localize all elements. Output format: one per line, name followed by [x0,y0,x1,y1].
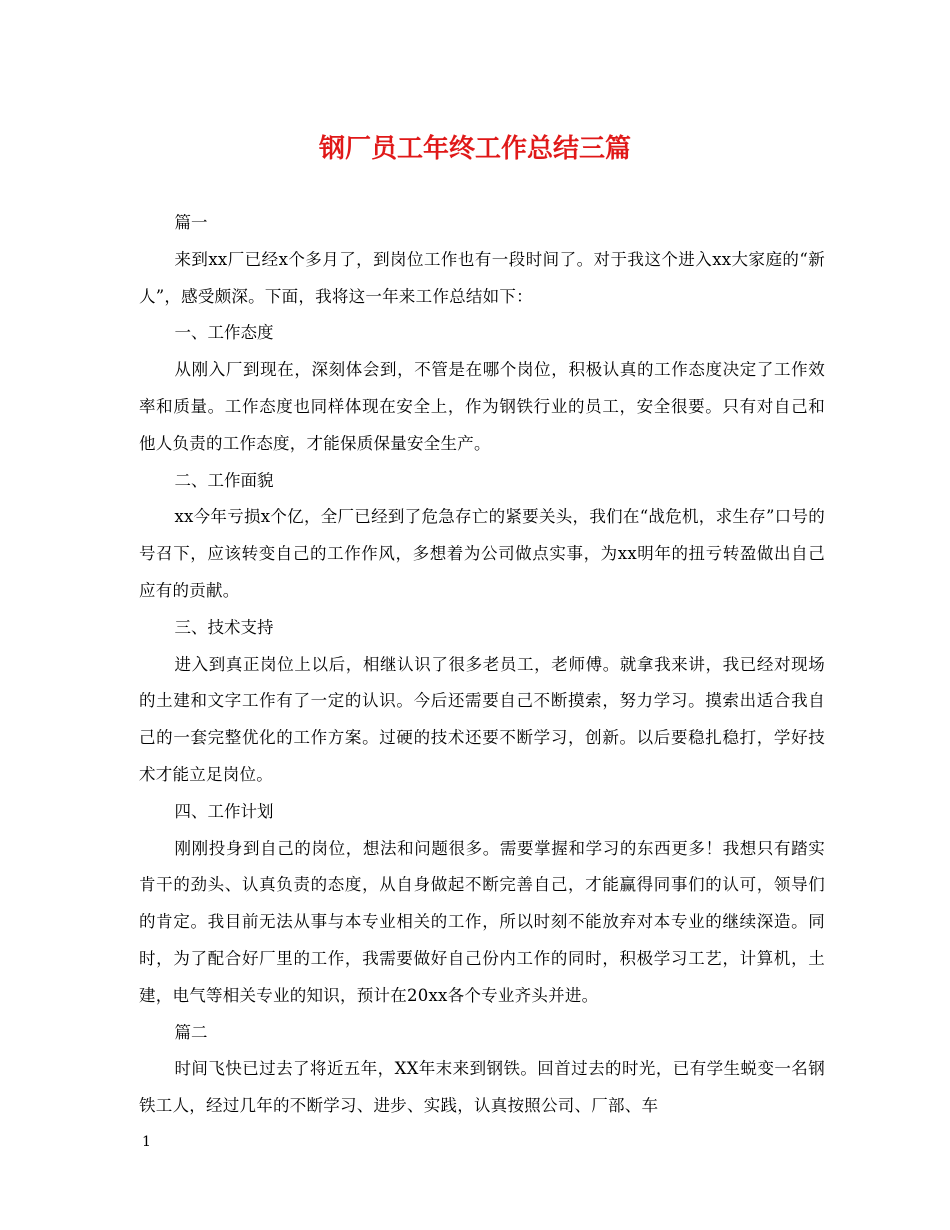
paragraph: 时间飞快已过去了将近五年，XX年末来到钢铁。回首过去的时光，已有学生蜕变一名钢铁工人，经过几年的不断学习、进步、实践，认真按照公司、厂部、车 [139,1059,825,1116]
section-heading: 篇二 [174,1022,208,1042]
paragraph: xx今年亏损x个亿，全厂已经到了危急存亡的紧要关头，我们在“战危机，求生存”口号的号召下，应该转变自己的工作作风，多想着为公司做点实事，为xx明年的扭亏转盈做出自己应有的贡献。 [139,507,825,600]
section-heading: 四、工作计划 [174,801,274,821]
paragraph: 刚刚投身到自己的岗位，想法和问题很多。需要掌握和学习的东西更多！我想只有踏实肯干的劲头、认真负责的态度，从自身做起不断完善自己，才能赢得同事们的认可，领导们的肯定。我目前无法从事与本专业相关的工作，所以时刻不能放弃对本专业的继续深造。同时，为了配合好厂里的工作，我需要做好自己份内工作的同时，积极学习工艺，计算机，土建，电气等相关专业的知识，预计在20xx各个专业齐头并进。 [139,838,825,1005]
document-body [139,205,825,1125]
section-heading: 二、工作面貌 [174,470,274,490]
paragraph: 从刚入厂到现在，深刻体会到，不管是在哪个岗位，积极认真的工作态度决定了工作效率和质量。工作态度也同样体现在安全上，作为钢铁行业的员工，安全很要。只有对自己和他人负责的工作态度，才能保质保量安全生产。 [139,360,825,453]
page-number: 1 [142,1134,151,1150]
section-heading: 三、技术支持 [174,617,274,637]
paragraph: 进入到真正岗位上以后，相继认识了很多老员工，老师傅。就拿我来讲，我已经对现场的土建和文字工作有了一定的认识。今后还需要自己不断摸索，努力学习。摸索出适合我自己的一套完整优化的工作方案。过硬的技术还要不断学习，创新。以后要稳扎稳打，学好技术才能立足岗位。 [139,654,825,784]
document-title: 钢厂员工年终工作总结三篇 [318,134,631,164]
section-heading: 一、工作态度 [174,323,274,343]
paragraph: 来到xx厂已经x个多月了，到岗位工作也有一段时间了。对于我这个进入xx大家庭的“新人”，感受颇深。下面，我将这一年来工作总结如下： [139,249,825,306]
section-heading: 篇一 [174,213,208,232]
